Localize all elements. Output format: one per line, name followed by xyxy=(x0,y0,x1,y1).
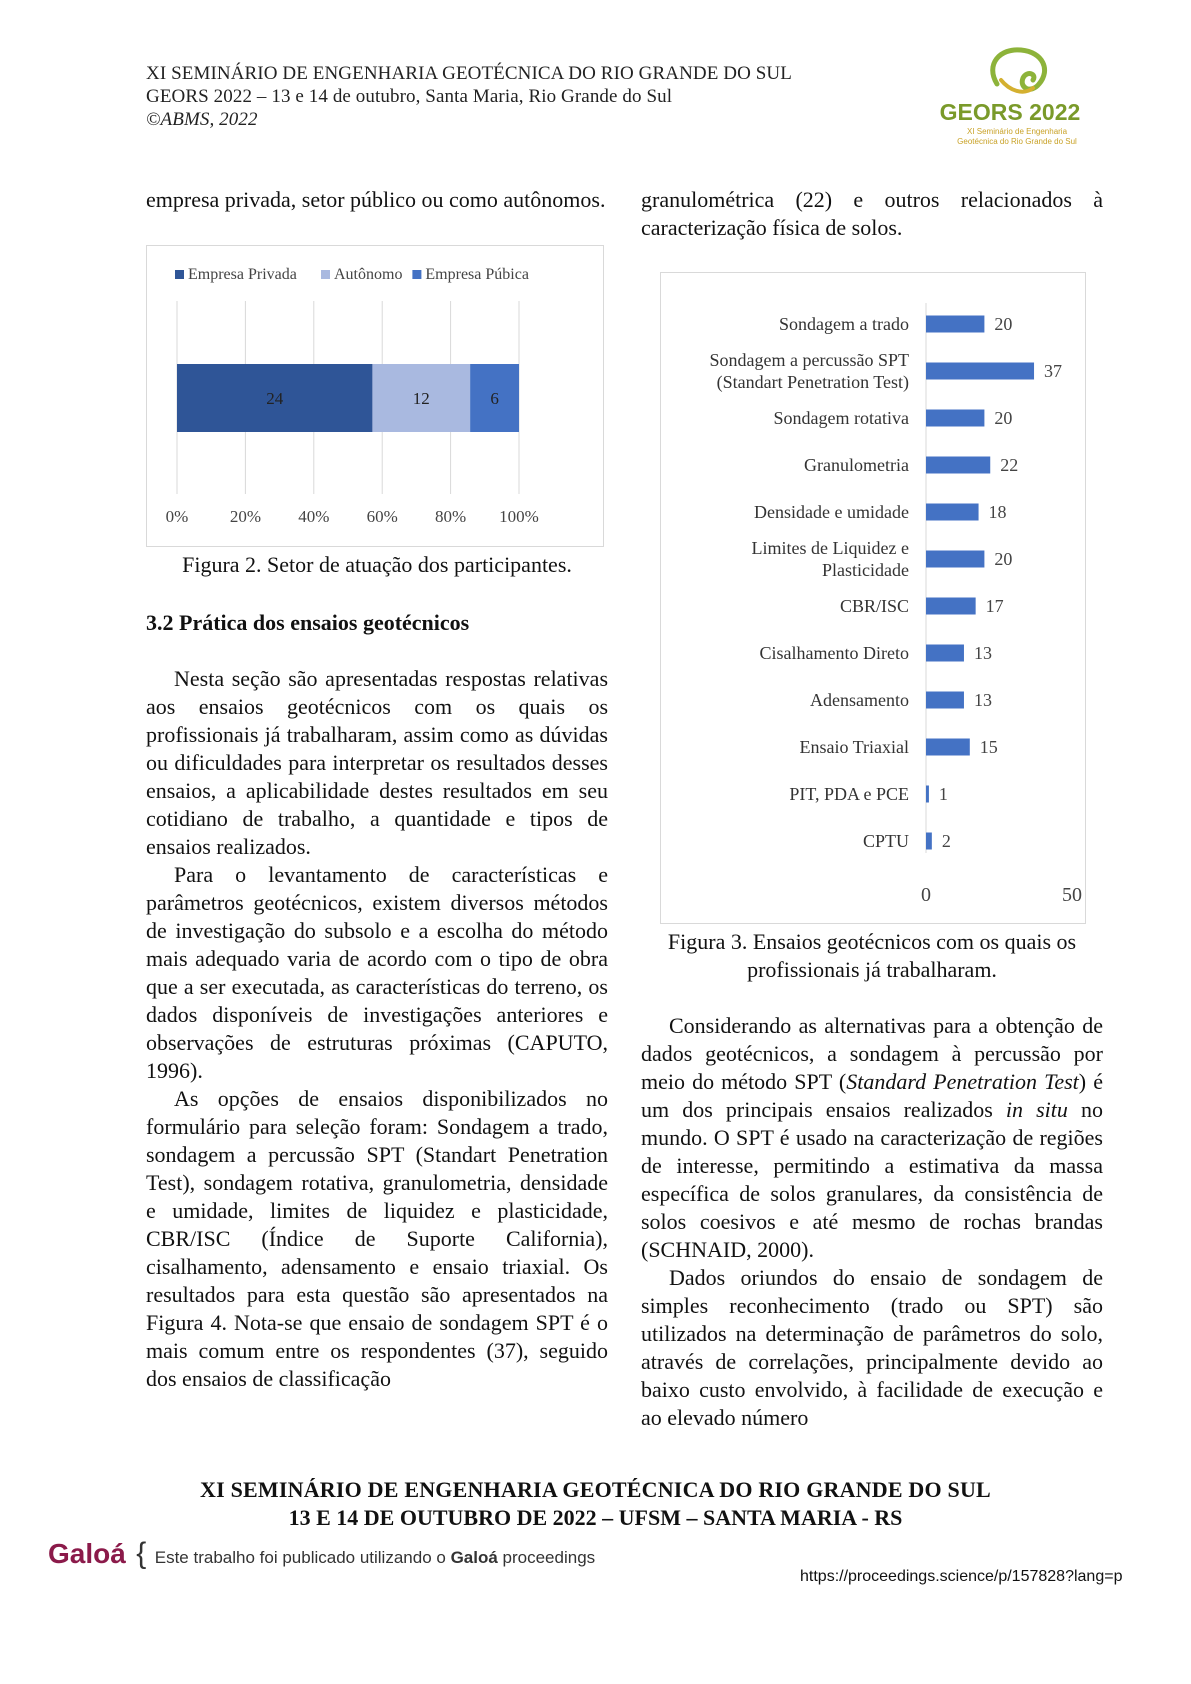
category-label: Sondagem rotativa xyxy=(773,408,909,428)
page-header xyxy=(146,62,792,131)
category-label: (Standart Penetration Test) xyxy=(716,372,909,392)
x-tick-label: 80% xyxy=(435,507,467,526)
category-label: Plasticidade xyxy=(822,560,909,580)
data-label: 22 xyxy=(1000,455,1019,475)
data-label: 37 xyxy=(1044,361,1063,381)
left-top-paragraph: empresa privada, setor público ou como autônomos. xyxy=(146,187,606,212)
left-paragraph-2: Para o levantamento de características e parâmetros geotécnicos, existem diversos métodos de investigação do subsolo e a escolha do método mais adequado varia de acordo com o tipo de obra que a ser executada, as características do terreno, os dados disponíveis de investigações anteriores e observações de estruturas próximas (CAPUTO, 1996). xyxy=(146,862,608,1083)
legend-swatch xyxy=(321,270,330,279)
data-label: 18 xyxy=(988,502,1007,522)
figure-3-caption-line-2: profissionais já trabalharam. xyxy=(747,957,997,982)
geors-logo xyxy=(935,44,1085,154)
category-label: Densidade e umidade xyxy=(754,502,909,522)
galoa-banner xyxy=(48,1537,595,1571)
data-label: 20 xyxy=(994,549,1013,569)
right-top-text xyxy=(641,186,1103,242)
footer-title: XI SEMINÁRIO DE ENGENHARIA GEOTÉCNICA DO RIO GRANDE DO SUL xyxy=(200,1477,991,1502)
figure-2-chart xyxy=(147,246,603,546)
left-paragraph-3: As opções de ensaios disponibilizados no formulário para seleção foram: Sondagem a trado, sondagem a percussão SPT (Standart Penetration Test), sondagem rotativa, granulometria, densidade e umidade, limites de liquidez e plasticidade, CBR/ISC (Índice de Suporte California), cisalhamento, adensamento e ensaio triaxial. Os resultados para esta questão são apresentados na Figura 4. Nota-se que ensaio de sondagem SPT é o mais comum entre os respondentes (37), seguido dos ensaios de classificação xyxy=(146,1086,608,1391)
bar xyxy=(926,363,1034,380)
figure-3-caption-line-1: Figura 3. Ensaios geotécnicos com os quais os xyxy=(667,929,1077,954)
data-label: 2 xyxy=(941,831,951,851)
legend-label: Autônomo xyxy=(334,266,403,283)
bar xyxy=(926,786,929,803)
legend-label: Empresa Púbica xyxy=(425,266,529,283)
galoa-text-post: proceedings xyxy=(497,1548,596,1567)
data-label: 13 xyxy=(973,690,992,710)
x-tick-label: 100% xyxy=(499,507,539,526)
proceedings-link[interactable]: https://proceedings.science/p/157828?lang=p xyxy=(800,1568,1123,1585)
data-label: 20 xyxy=(994,314,1013,334)
bar xyxy=(926,551,984,568)
footer-subtitle: 13 E 14 DE OUTUBRO DE 2022 – UFSM – SANTA MARIA - RS xyxy=(288,1505,903,1530)
header-line-2: GEORS 2022 – 13 e 14 de outubro, Santa Maria, Rio Grande do Sul xyxy=(146,86,673,107)
category-label: Limites de Liquidez e xyxy=(751,538,909,558)
data-label: 6 xyxy=(490,389,499,408)
bar xyxy=(926,598,976,615)
data-label: 15 xyxy=(979,737,998,757)
logo-title: GEORS 2022 xyxy=(939,99,1081,125)
category-label: Sondagem a trado xyxy=(779,314,909,334)
bar xyxy=(926,504,979,521)
figure-2-caption: Figura 2. Setor de atuação dos participantes. xyxy=(182,552,572,577)
header-line-1: XI SEMINÁRIO DE ENGENHARIA GEOTÉCNICA DO RIO GRANDE DO SUL xyxy=(146,63,792,84)
x-tick-label: 0 xyxy=(921,884,931,906)
category-label: Ensaio Triaxial xyxy=(799,737,909,757)
logo-mark-icon xyxy=(993,50,1045,92)
category-label: Cisalhamento Direto xyxy=(759,643,909,663)
figure-2 xyxy=(146,245,604,547)
category-label: Adensamento xyxy=(810,690,909,710)
italic-term-in-situ: in situ xyxy=(1005,1097,1068,1122)
category-label: Granulometria xyxy=(804,455,909,475)
data-label: 1 xyxy=(938,784,948,804)
category-label: Sondagem a percussão SPT xyxy=(709,350,909,370)
data-label: 12 xyxy=(412,389,430,408)
header-line-3: ©ABMS, 2022 xyxy=(146,109,258,130)
left-paragraph-1: Nesta seção são apresentadas respostas relativas aos ensaios geotécnicos com os quais os profissionais já trabalharam, assim como as dúvidas ou dificuldades para interpretar os resultados desses ensaios, a aplicabilidade destes resultados em seu cotidiano de trabalho, a quantidade e tipos de ensaios realizados. xyxy=(146,666,608,859)
logo-subtitle-2: Geotécnica do Rio Grande do Sul xyxy=(957,137,1077,146)
legend-label: Empresa Privada xyxy=(188,266,297,283)
data-label: 17 xyxy=(985,596,1004,616)
figure-3 xyxy=(660,272,1086,924)
bar xyxy=(926,316,984,333)
bar xyxy=(926,410,984,427)
section-title: 3.2 Prática dos ensaios geotécnicos xyxy=(146,610,470,635)
x-tick-label: 0% xyxy=(165,507,189,526)
galoa-brand: Galoá xyxy=(48,1538,126,1569)
category-label: PIT, PDA e PCE xyxy=(789,784,909,804)
right-body xyxy=(641,1012,1103,1432)
left-top-text xyxy=(146,186,608,214)
data-label: 13 xyxy=(973,643,992,663)
left-body xyxy=(146,665,608,1393)
bar xyxy=(926,833,932,850)
x-tick-label: 50 xyxy=(1062,884,1082,906)
bar xyxy=(926,645,964,662)
category-label: CBR/ISC xyxy=(839,596,909,616)
logo-subtitle-1: XI Seminário de Engenharia xyxy=(966,127,1068,136)
figure-3-chart xyxy=(661,273,1085,923)
legend-swatch xyxy=(175,270,184,279)
galoa-text-pre: Este trabalho foi publicado utilizando o xyxy=(154,1548,451,1567)
data-label: 20 xyxy=(994,408,1013,428)
italic-term-spt: Standard Penetration Test xyxy=(846,1069,1079,1094)
right-paragraph-2: Dados oriundos do ensaio de sondagem de simples reconhecimento (trado ou SPT) são utilizados na determinação de parâmetros do solo, através de correlações, principalmente devido ao baixo custo envolvido, à facilidade de execução e ao elevado número xyxy=(641,1265,1103,1430)
galoa-text-bold: Galoá xyxy=(450,1548,498,1567)
right-top-paragraph: granulométrica (22) e outros relacionados à caracterização física de solos. xyxy=(641,187,1103,240)
x-tick-label: 20% xyxy=(229,507,261,526)
right-paragraph-1: Considerando as alternativas para a obtenção de dados geotécnicos, a sondagem à percussão por meio do método SPT (Standard Penetration Test) é um dos principais ensaios realizados in situ no mundo. O SPT é usado na caracterização de regiões de interesse, permitindo a estimativa da massa específica de solos granulares, da consistência de solos coesivos e até mesmo de rochas brandas (SCHNAID, 2000). xyxy=(641,1013,1104,1262)
bar xyxy=(926,739,970,756)
data-label: 24 xyxy=(266,389,284,408)
bar xyxy=(926,692,964,709)
x-tick-label: 40% xyxy=(298,507,330,526)
figure-3-caption xyxy=(641,928,1103,984)
bar xyxy=(926,457,990,474)
brace-icon: { xyxy=(136,1537,147,1570)
legend-swatch xyxy=(412,270,421,279)
x-tick-label: 60% xyxy=(366,507,398,526)
category-label: CPTU xyxy=(862,831,909,851)
